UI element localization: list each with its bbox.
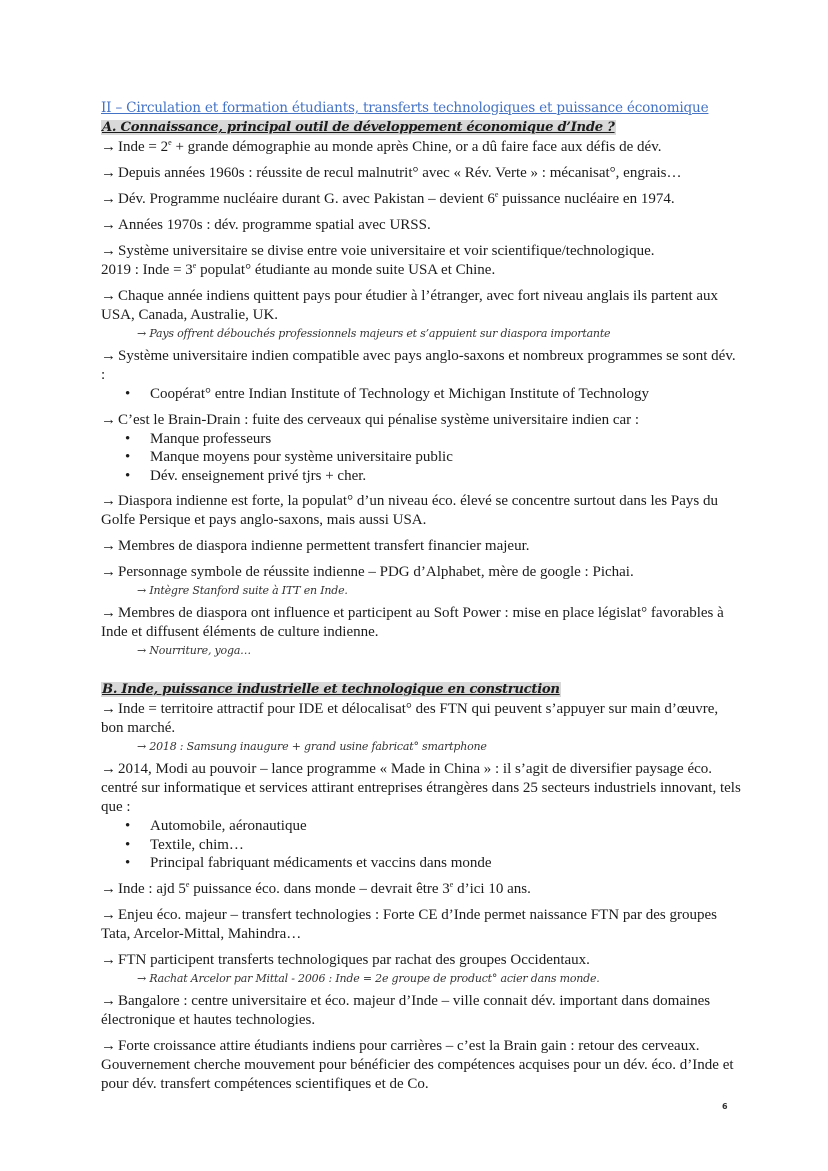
list-item: • Dév. enseignement privé tjrs + cher. [125, 467, 367, 484]
bullet-icon: • [125, 430, 131, 447]
arrow-icon: → [101, 605, 116, 621]
arrow-icon: → [101, 165, 116, 181]
arrow-icon: → [101, 411, 116, 428]
paragraph: → 2014, Modi au pouvoir – lance programme « Made in China » : il s’agit de diversifier paysage éco. centré sur informatique et services attirant entreprises étrangères dans 25 secteurs industriels innovant, tels que : [101, 761, 741, 815]
paragraph: → Inde : ajd 5e puissance éco. dans monde – devrait être 3e d’ici 10 ans. [101, 879, 531, 897]
bullet-icon: • [125, 818, 131, 834]
arrow-icon: → [101, 1037, 116, 1054]
paragraph: → FTN participent transferts technologiques par rachat des groupes Occidentaux. [101, 951, 590, 968]
list-item: • Coopérat° entre Indian Institute of Technology et Michigan Institute of Technology [125, 386, 650, 402]
section-b-heading: B. Inde, puissance industrielle et technologique en construction [102, 682, 560, 697]
handwritten-note: → 2018 : Samsung inaugure + grand usine fabricat° smartphone [137, 740, 487, 753]
paragraph: → Personnage symbole de réussite indienne – PDG d’Alphabet, mère de google : Pichai. [101, 564, 634, 580]
bullet-icon: • [125, 449, 131, 465]
arrow-icon: → [101, 139, 116, 155]
arrow-icon: → [101, 243, 116, 259]
handwritten-note: → Nourriture, yoga… [137, 644, 251, 657]
arrow-icon: → [101, 761, 116, 777]
bullet-list [101, 817, 741, 873]
section-a-heading: A. Connaissance, principal outil de développement économique d’Inde ? [102, 120, 615, 135]
paragraph: → Années 1970s : dév. programme spatial avec URSS. [101, 217, 431, 233]
page-number: 6 [722, 1102, 728, 1111]
arrow-icon: → [101, 493, 116, 509]
bullet-icon: • [125, 836, 131, 853]
paragraph: → C’est le Brain-Drain : fuite des cerveaux qui pénalise système universitaire indien car : [101, 411, 640, 428]
arrow-icon: → [101, 701, 116, 717]
arrow-icon: → [101, 951, 116, 968]
list-item: • Manque professeurs [125, 430, 272, 447]
list-item: • Principal fabriquant médicaments et vaccins dans monde [125, 855, 492, 871]
paragraph: → Enjeu éco. majeur – transfert technologies : Forte CE d’Inde permet naissance FTN par des groupes Tata, Arcelor-Mittal, Mahindra… [101, 906, 717, 942]
paragraph: → Diaspora indienne est forte, la populat° d’un niveau éco. élevé se concentre surtout dans les Pays du Golfe Persique et pays anglo-saxons, mais aussi USA. [101, 493, 718, 528]
arrow-icon: → [101, 288, 116, 304]
bullet-icon: • [125, 386, 131, 402]
arrow-icon: → [101, 906, 116, 923]
bullet-list [101, 430, 741, 486]
list-item: • Manque moyens pour système universitaire public [125, 449, 453, 465]
list-item: • Automobile, aéronautique [125, 818, 307, 834]
arrow-icon: → [101, 217, 116, 233]
arrow-icon: → [101, 191, 116, 207]
document-page [101, 100, 741, 1101]
chapter-title: II – Circulation et formation étudiants, transferts technologiques et puissance économique [101, 100, 709, 116]
arrow-icon: → [101, 564, 116, 580]
bullet-icon: • [125, 467, 131, 484]
arrow-icon: → [101, 880, 116, 897]
bullet-icon: • [125, 855, 131, 871]
paragraph: → Bangalore : centre universitaire et éco. majeur d’Inde – ville connait dév. important dans domaines électronique et hautes technologies. [101, 992, 711, 1028]
paragraph: → Forte croissance attire étudiants indiens pour carrières – c’est la Brain gain : retour des cerveaux. Gouvernement cherche mouvement pour bénéficier des compétences acquises pour un dév. éco. d’Inde et pour dév. transfert compétences scientifiques et de Co. [101, 1037, 734, 1092]
handwritten-note: → Pays offrent débouchés professionnels majeurs et s’appuient sur diaspora importante [137, 327, 611, 340]
paragraph: → Système universitaire indien compatible avec pays anglo-saxons et nombreux programmes se sont dév. : [101, 348, 736, 383]
paragraph: → Membres de diaspora indienne permettent transfert financier majeur. [101, 538, 530, 554]
spacer [101, 664, 741, 680]
list-item: • Textile, chim… [125, 836, 244, 853]
arrow-icon: → [101, 992, 116, 1009]
bullet-list [101, 385, 741, 404]
handwritten-note: → Rachat Arcelor par Mittal - 2006 : Inde = 2e groupe de product° acier dans monde. [137, 971, 600, 985]
paragraph: → Inde = $2^e$ + grande démographie au monde après Chine, or a dû faire face aux défis de dév. [101, 138, 662, 155]
handwritten-note: → Intègre Stanford suite à ITT en Inde. [137, 584, 348, 597]
paragraph: → Dév. Programme nucléaire durant G. avec Pakistan – devient 6e puissance nucléaire en 1974. [101, 190, 675, 207]
arrow-icon: → [101, 538, 116, 554]
paragraph: → Inde = territoire attractif pour IDE et délocalisat° des FTN qui peuvent s’appuyer sur main d’œuvre, bon marché. [101, 701, 719, 736]
paragraph: → Membres de diaspora ont influence et participent au Soft Power : mise en place législat° favorables à Inde et diffusent éléments de culture indienne. [101, 605, 724, 640]
paragraph: → Depuis années 1960s : réussite de recul malnutrit° avec « Rév. Verte » : mécanisat°, engrais… [101, 165, 682, 181]
paragraph: → Système universitaire se divise entre voie universitaire et voir scientifique/technologique. 2019 : Inde = $3^e$ populat° étudiante au monde suite USA et Chine. [101, 243, 655, 278]
paragraph: → Chaque année indiens quittent pays pour étudier à l’étranger, avec fort niveau anglais ils partent aux USA, Canada, Australie, UK. [101, 288, 719, 323]
arrow-icon: → [101, 348, 116, 364]
